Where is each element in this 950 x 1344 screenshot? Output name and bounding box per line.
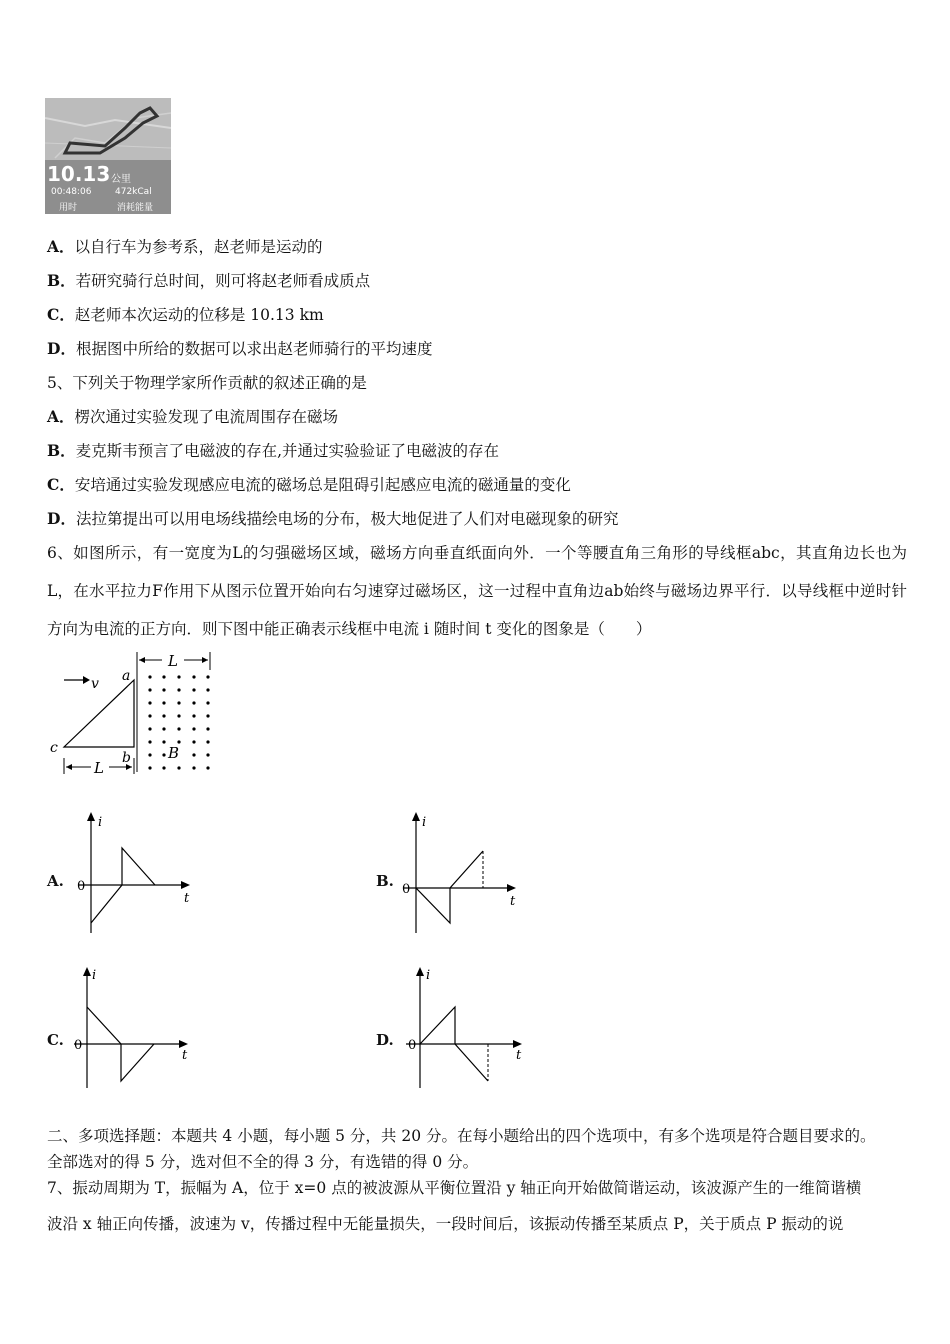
q5-stem: 5、下列关于物理学家所作贡献的叙述正确的是 xyxy=(47,374,367,392)
q6-magnetic-field-figure xyxy=(44,650,219,780)
svg-text:i: i xyxy=(426,968,431,983)
route-map-image xyxy=(45,98,171,214)
svg-text:0: 0 xyxy=(402,882,411,897)
fig-label-L-bottom: L xyxy=(94,759,104,777)
svg-text:t: t xyxy=(510,894,516,909)
map-distance-unit: 公里 xyxy=(111,174,131,185)
svg-text:0: 0 xyxy=(77,879,86,894)
fig-label-a: a xyxy=(122,668,131,684)
triangle-frame xyxy=(64,680,134,747)
map-time-label: 用时 xyxy=(59,203,78,213)
q4-option-a: A．以自行车为参考系，赵老师是运动的 xyxy=(47,237,323,256)
q7-line1: 7、振动周期为 T，振幅为 A，位于 x=0 点的被波源从平衡位置沿 y 轴正向开始做简谐运动，该波源产生的一维简谐横 xyxy=(47,1179,862,1197)
svg-text:t: t xyxy=(182,1048,188,1063)
graph-a xyxy=(70,808,210,938)
q4-option-b: B．若研究骑行总时间，则可将赵老师看成质点 xyxy=(47,271,371,290)
q4-option-c: C．赵老师本次运动的位移是 10.13 km xyxy=(47,305,324,324)
graph-d-label: D. xyxy=(376,1031,394,1049)
q5-option-a: A．楞次通过实验发现了电流周围存在磁场 xyxy=(47,407,339,426)
q7-line2: 波沿 x 轴正向传播，波速为 v，传播过程中无能量损失，一段时间后，该振动传播至某质点 P，关于质点 P 振动的说 xyxy=(47,1215,844,1233)
map-time-value: 00:48:06 xyxy=(51,187,92,197)
fig-label-c: c xyxy=(50,740,58,756)
graph-a-label: A. xyxy=(47,872,64,890)
section2-line1: 二、多项选择题：本题共 4 小题，每小题 5 分，共 20 分。在每小题给出的四个选项中，有多个选项是符合题目要求的。 xyxy=(47,1127,876,1145)
graph-b-label: B. xyxy=(376,872,394,890)
graph-c-label: C. xyxy=(47,1031,64,1049)
q5-option-d: D．法拉第提出可以用电场线描绘电场的分布，极大地促进了人们对电磁现象的研究 xyxy=(47,509,619,528)
fig-label-L-top: L xyxy=(168,652,178,670)
map-energy-label: 消耗能量 xyxy=(117,203,154,213)
svg-text:i: i xyxy=(92,968,97,983)
svg-text:0: 0 xyxy=(408,1038,417,1053)
fig-label-v: v xyxy=(91,676,99,692)
map-energy-value: 472kCal xyxy=(115,187,152,197)
fig-label-b: b xyxy=(122,750,131,766)
velocity-arrow-icon xyxy=(83,676,90,684)
section2-line2: 全部选对的得 5 分，选对但不全的得 3 分，有选错的得 0 分。 xyxy=(47,1153,479,1171)
graph-d xyxy=(400,963,540,1093)
q5-option-c: C．安培通过实验发现感应电流的磁场总是阻碍引起感应电流的磁通量的变化 xyxy=(47,475,571,494)
svg-text:i: i xyxy=(98,815,103,830)
svg-text:0: 0 xyxy=(74,1038,83,1053)
q4-option-d: D．根据图中所给的数据可以求出赵老师骑行的平均速度 xyxy=(47,339,433,358)
svg-text:i: i xyxy=(422,815,427,830)
q6-stem: 6、如图所示，有一宽度为L的匀强磁场区域，磁场方向垂直纸面向外．一个等腰直角三角形的导线框abc，其直角边长也为L，在水平拉力F作用下从图示位置开始向右匀速穿过磁场区，这一过程中直角边ab始终与磁场边界平行．以导线框中逆时针方向为电流的正方向．则下图中能正确表示线框中电流 i 随时间 t 变化的图象是（ ） xyxy=(47,544,907,638)
q5-option-b: B．麦克斯韦预言了电磁波的存在,并通过实验验证了电磁波的存在 xyxy=(47,441,500,460)
graph-c xyxy=(70,963,210,1093)
map-distance: 10.13 xyxy=(47,162,111,186)
svg-text:t: t xyxy=(516,1048,522,1063)
svg-text:t: t xyxy=(184,891,190,906)
fig-label-B: B xyxy=(168,744,180,762)
graph-b xyxy=(400,808,540,938)
